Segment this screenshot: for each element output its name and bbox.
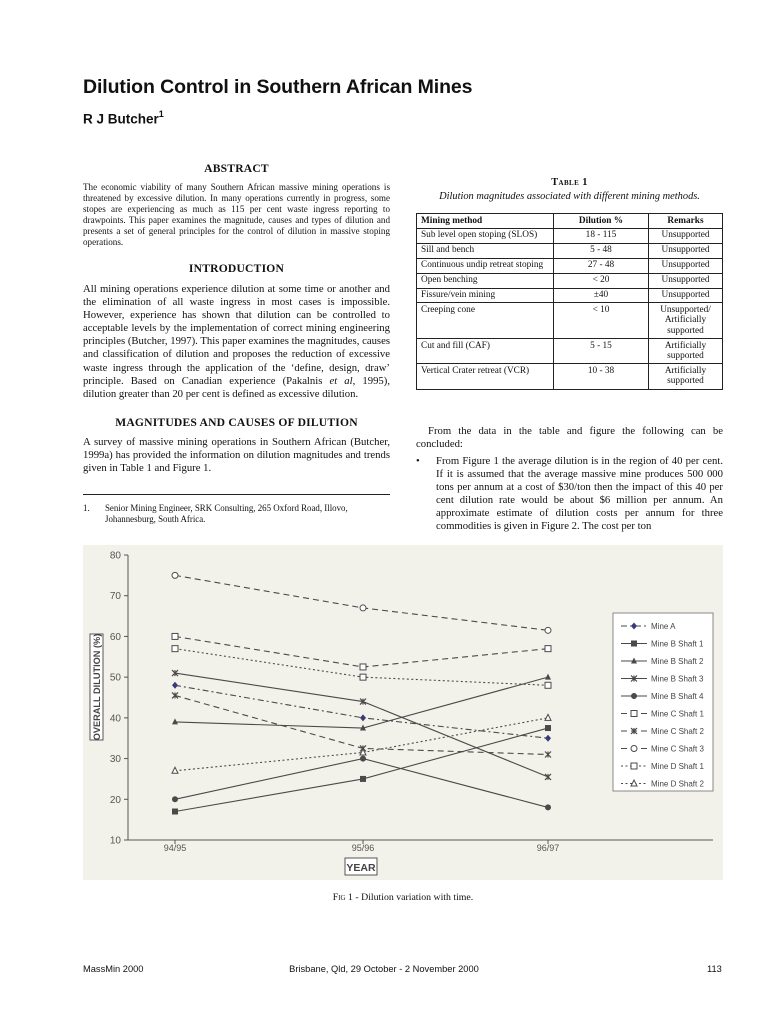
table-cell: Artificially supported	[649, 339, 723, 364]
data-point-mine-c-shaft-3	[172, 572, 178, 578]
legend-marker-mine-b-shaft-1	[631, 641, 637, 647]
y-tick-label: 10	[109, 835, 121, 847]
footnote-marker: 1.	[83, 503, 90, 513]
table-description: Dilution magnitudes associated with different mining methods.	[439, 191, 700, 202]
footer-center: Brisbane, Qld, 29 October - 2 November 2000	[289, 964, 479, 974]
page-number: 113	[707, 964, 722, 974]
x-tick-label: 95/96	[351, 843, 375, 853]
table-header-row	[417, 214, 723, 229]
magnitudes-text: A survey of massive mining operations in Southern African (Butcher, 1999a) has provided the information on dilution magnitudes and trends given in Table 1 and Figure 1.	[83, 436, 390, 475]
table-header-cell: Remarks	[649, 214, 723, 229]
author-name: R J Butcher	[83, 111, 159, 127]
y-tick-label: 20	[109, 794, 121, 806]
table-cell: Unsupported	[649, 243, 723, 258]
legend-label-mine-b-shaft-1: Mine B Shaft 1	[651, 639, 704, 649]
table-header-cell: Dilution %	[554, 214, 649, 229]
table-cell: Fissure/vein mining	[417, 288, 554, 303]
abstract-heading: ABSTRACT	[204, 162, 269, 175]
table-cell: 27 - 48	[554, 258, 649, 273]
table-cell: Vertical Crater retreat (VCR)	[417, 364, 554, 389]
data-point-mine-b-shaft-4	[545, 804, 551, 810]
magnitudes-heading: MAGNITUDES AND CAUSES OF DILUTION	[115, 416, 358, 429]
table-cell: 5 - 48	[554, 243, 649, 258]
table-container	[416, 213, 723, 390]
table-row	[417, 258, 723, 273]
introduction-heading: INTRODUCTION	[188, 262, 285, 275]
table-cell: Open benching	[417, 273, 554, 288]
table-row	[417, 288, 723, 303]
legend-label-mine-a: Mine A	[651, 622, 676, 631]
data-point-mine-d-shaft-1	[172, 646, 178, 652]
x-tick-label: 94/95	[163, 843, 187, 853]
footnote-text: Senior Mining Engineer, SRK Consulting, 265 Oxford Road, Illovo, Johannesburg, South Africa.	[105, 503, 348, 524]
table-cell: Creeping cone	[417, 303, 554, 339]
table-row	[417, 243, 723, 258]
introduction-italic: et al	[329, 374, 353, 387]
table-row	[417, 273, 723, 288]
legend-label-mine-d-shaft-1: Mine D Shaft 1	[651, 762, 704, 771]
y-tick-label: 80	[109, 550, 121, 562]
legend-marker-mine-c-shaft-3	[631, 746, 637, 752]
introduction-text	[83, 283, 390, 401]
table-cell: Unsupported	[649, 258, 723, 273]
data-point-mine-d-shaft-1	[360, 674, 366, 680]
data-point-mine-c-shaft-3	[545, 627, 551, 633]
introduction-text-end: , 1995), dilution greater than 20 per cent is defined as excessive dilution.	[83, 374, 391, 400]
footnote	[83, 503, 390, 525]
footnote-divider	[83, 494, 390, 495]
figure-caption-text: - Dilution variation with time.	[352, 892, 474, 903]
conclusions-bullet	[416, 455, 723, 534]
y-tick-label: 30	[109, 754, 121, 766]
table-cell: Unsupported/ Artificially supported	[649, 303, 723, 339]
table-cell: Sub level open stoping (SLOS)	[417, 228, 554, 243]
data-point-mine-b-shaft-4	[172, 796, 178, 802]
table-caption	[416, 177, 723, 202]
data-point-mine-b-shaft-4	[360, 756, 366, 762]
legend-label-mine-b-shaft-2: Mine B Shaft 2	[651, 657, 704, 666]
figure-caption	[83, 892, 723, 903]
legend-marker-mine-d-shaft-1	[631, 763, 637, 769]
y-axis-label: OVERALL DILUTION (%)	[92, 633, 102, 741]
figure-1	[83, 545, 723, 880]
table-header-cell: Mining method	[417, 214, 554, 229]
y-tick-label: 50	[109, 672, 121, 684]
table-cell: Cut and fill (CAF)	[417, 339, 554, 364]
x-tick-label: 96/97	[536, 843, 560, 853]
table-row	[417, 364, 723, 389]
conclusions-intro: From the data in the table and figure the following can be concluded:	[416, 425, 723, 451]
dilution-table	[416, 213, 723, 390]
author-line	[83, 110, 164, 127]
data-point-mine-c-shaft-1	[172, 633, 178, 639]
y-tick-label: 40	[109, 713, 121, 725]
table-cell: Artificially supported	[649, 364, 723, 389]
bullet-text: From Figure 1 the average dilution is in the region of 40 per cent. If it is assumed that the average massive mine produces 500 000 tons per annum at a cost of $30/ton then the impact of this 40 per cent dilution rate would be about $6 million per annum. An approximate estimate of dilution costs per annum for three commodities is given in Figure 2. The cost per ton	[436, 455, 723, 533]
data-point-mine-d-shaft-1	[545, 682, 551, 688]
legend-label-mine-c-shaft-2: Mine C Shaft 2	[651, 727, 704, 736]
introduction-text-part: All mining operations experience dilution at some time or another and the elimination of all waste ingress in most cases is impossible. However, experience has shown that dilution can be controlled to acceptable levels by the implementation of correct mining engineering principles (Butcher, 1997). This paper examines the magnitudes, causes and classification of dilution and proposes the reduction of excessive waste ingress through the application of the ‘define, design, draw’ principle. Based on Canadian experience (Pakalnis	[83, 283, 390, 387]
table-row	[417, 303, 723, 339]
paper-title: Dilution Control in Southern African Mines	[83, 76, 473, 98]
table-row	[417, 228, 723, 243]
author-footnote-marker: 1	[158, 109, 164, 119]
table-cell: < 20	[554, 273, 649, 288]
x-axis-label: YEAR	[346, 862, 376, 874]
table-cell: ±40	[554, 288, 649, 303]
data-point-mine-b-shaft-1	[360, 776, 366, 782]
data-point-mine-b-shaft-1	[545, 725, 551, 731]
figure-label: Fig 1	[332, 892, 353, 903]
table-cell: Unsupported	[649, 228, 723, 243]
legend-label-mine-b-shaft-4: Mine B Shaft 4	[651, 692, 704, 701]
footer-left: MassMin 2000	[83, 964, 144, 974]
table-cell: < 10	[554, 303, 649, 339]
table-label: Table 1	[551, 177, 588, 188]
data-point-mine-b-shaft-1	[172, 809, 178, 815]
abstract-text: The economic viability of many Southern African massive mining operations is threatened by excessive dilution. In many operations currently in progress, some stopes are experiencing as much as 115 per cent waste ingress reporting to drawpoints. This paper examines the magnitude, causes and types of dilution and presents a set of general principles for the control of dilution in massive stoping operations.	[83, 182, 390, 248]
table-cell: Unsupported	[649, 288, 723, 303]
table-cell: 5 - 15	[554, 339, 649, 364]
y-tick-label: 70	[109, 591, 121, 603]
data-point-mine-c-shaft-1	[545, 646, 551, 652]
legend-label-mine-c-shaft-1: Mine C Shaft 1	[651, 709, 704, 719]
data-point-mine-c-shaft-1	[360, 664, 366, 670]
table-row	[417, 339, 723, 364]
data-point-mine-c-shaft-3	[360, 605, 366, 611]
table-cell: Sill and bench	[417, 243, 554, 258]
bullet-marker: •	[416, 455, 420, 467]
legend-marker-mine-c-shaft-1	[631, 711, 637, 717]
y-tick-label: 60	[109, 631, 121, 643]
table-cell: Unsupported	[649, 273, 723, 288]
legend-marker-mine-b-shaft-4	[631, 693, 637, 699]
table-cell: Continuous undip retreat stoping	[417, 258, 554, 273]
legend-label-mine-c-shaft-3: Mine C Shaft 3	[651, 744, 704, 754]
dilution-chart	[83, 545, 723, 880]
table-cell: 18 - 115	[554, 228, 649, 243]
legend-label-mine-b-shaft-3: Mine B Shaft 3	[651, 674, 704, 684]
table-cell: 10 - 38	[554, 364, 649, 389]
legend-label-mine-d-shaft-2: Mine D Shaft 2	[651, 779, 704, 789]
